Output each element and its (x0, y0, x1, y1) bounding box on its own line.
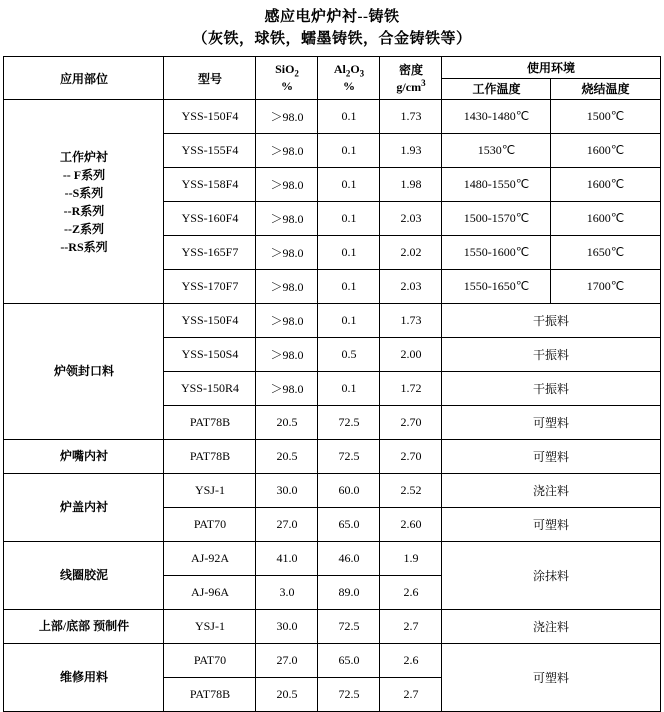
header-sio2-text: SiO (275, 62, 295, 77)
cell-al2o3: 0.1 (318, 168, 380, 202)
cell-sio2: 27.0 (256, 644, 318, 678)
cell-density: 1.93 (380, 134, 442, 168)
cell-sio2: ＞98.0 (256, 100, 318, 134)
cell-al2o3: 46.0 (318, 542, 380, 576)
cell-density: 2.7 (380, 678, 442, 712)
title-line-2: （灰铁，球铁，蠕墨铸铁，合金铸铁等） (192, 31, 472, 47)
cell-sio2: 3.0 (256, 576, 318, 610)
cell-density: 2.03 (380, 270, 442, 304)
cell-sinter-temp: 1700℃ (551, 270, 660, 304)
table-row (4, 474, 660, 508)
header-al2o3-sub2: 2 (345, 68, 351, 79)
cell-sio2: 30.0 (256, 474, 318, 508)
cell-al2o3: 72.5 (318, 610, 380, 644)
header-density-unit-sup: 3 (421, 78, 426, 88)
cell-density: 2.60 (380, 508, 442, 542)
cell-model: PAT78B (164, 678, 256, 712)
cell-sio2: ＞98.0 (256, 372, 318, 406)
cell-al2o3: 0.1 (318, 100, 380, 134)
cell-model: PAT78B (164, 406, 256, 440)
cell-work-temp: 1480-1550℃ (442, 168, 551, 202)
table-row (4, 304, 660, 338)
cell-environment: 涂抹料 (442, 542, 660, 610)
table-row (4, 100, 660, 134)
cell-al2o3: 65.0 (318, 508, 380, 542)
cell-model: YSJ-1 (164, 474, 256, 508)
cell-environment: 干振料 (442, 338, 660, 372)
cell-model: YSS-158F4 (164, 168, 256, 202)
header-al2o3-o: O (350, 62, 360, 77)
header-al2o3-unit: % (342, 78, 355, 93)
header-part: 应用部位 (4, 57, 164, 100)
group-label-repair-material: 维修用料 (4, 644, 164, 712)
cell-sio2: 27.0 (256, 508, 318, 542)
cell-sio2: ＞98.0 (256, 202, 318, 236)
cell-al2o3: 0.1 (318, 202, 380, 236)
header-environment: 使用环境 (442, 57, 660, 79)
cell-al2o3: 0.1 (318, 270, 380, 304)
cell-density: 2.52 (380, 474, 442, 508)
cell-model: YSS-160F4 (164, 202, 256, 236)
cell-sio2: ＞98.0 (256, 338, 318, 372)
cell-density: 1.72 (380, 372, 442, 406)
cell-environment: 可塑料 (442, 440, 660, 474)
cell-al2o3: 0.5 (318, 338, 380, 372)
cell-al2o3: 0.1 (318, 304, 380, 338)
cell-sio2: 41.0 (256, 542, 318, 576)
cell-density: 1.73 (380, 100, 442, 134)
cell-al2o3: 0.1 (318, 372, 380, 406)
furnace-lining-spec-table (3, 56, 660, 712)
header-sio2-sub: 2 (294, 68, 299, 79)
header-density-text: 密度 (398, 63, 423, 77)
cell-environment: 浇注料 (442, 474, 660, 508)
cell-model: YSS-150F4 (164, 304, 256, 338)
cell-sio2: ＞98.0 (256, 236, 318, 270)
cell-work-temp: 1530℃ (442, 134, 551, 168)
header-sinter-temp: 烧结温度 (551, 78, 660, 100)
cell-model: YSS-155F4 (164, 134, 256, 168)
group-label-line: --RS系列 (60, 239, 108, 254)
group-label-working-lining (4, 100, 164, 304)
group-label-line: --R系列 (63, 203, 105, 218)
cell-environment: 可塑料 (442, 508, 660, 542)
group-label-line: --Z系列 (63, 221, 104, 236)
group-label-coil-cement: 线圈胶泥 (4, 542, 164, 610)
cell-model: AJ-96A (164, 576, 256, 610)
cell-environment: 干振料 (442, 304, 660, 338)
table-header-row (4, 57, 660, 79)
header-density-unit: g/cm (396, 80, 422, 94)
header-sio2 (256, 57, 318, 100)
cell-al2o3: 89.0 (318, 576, 380, 610)
cell-sio2: ＞98.0 (256, 270, 318, 304)
cell-sio2: ＞98.0 (256, 304, 318, 338)
group-label-precast-parts: 上部/底部 预制件 (4, 610, 164, 644)
cell-model: YSS-165F7 (164, 236, 256, 270)
table-row (4, 644, 660, 678)
cell-sinter-temp: 1500℃ (551, 100, 660, 134)
group-label-line: -- F系列 (62, 167, 106, 182)
header-work-temp: 工作温度 (442, 78, 551, 100)
cell-density: 1.73 (380, 304, 442, 338)
cell-model: YSS-150F4 (164, 100, 256, 134)
group-label-spout-lining: 炉嘴内衬 (4, 440, 164, 474)
cell-work-temp: 1430-1480℃ (442, 100, 551, 134)
cell-density: 2.6 (380, 576, 442, 610)
document-title (0, 0, 664, 50)
header-density (380, 57, 442, 100)
group-label-line: 工作炉衬 (59, 149, 108, 164)
cell-model: YSS-150R4 (164, 372, 256, 406)
cell-model: PAT78B (164, 440, 256, 474)
cell-sinter-temp: 1600℃ (551, 134, 660, 168)
cell-density: 2.00 (380, 338, 442, 372)
header-al2o3-sub3: 3 (359, 68, 365, 79)
cell-sio2: 20.5 (256, 678, 318, 712)
cell-sinter-temp: 1650℃ (551, 236, 660, 270)
cell-model: YSJ-1 (164, 610, 256, 644)
cell-work-temp: 1550-1600℃ (442, 236, 551, 270)
cell-al2o3: 72.5 (318, 678, 380, 712)
cell-sinter-temp: 1600℃ (551, 202, 660, 236)
cell-model: PAT70 (164, 508, 256, 542)
cell-model: PAT70 (164, 644, 256, 678)
cell-sio2: 20.5 (256, 440, 318, 474)
cell-environment: 可塑料 (442, 644, 660, 712)
cell-environment: 浇注料 (442, 610, 660, 644)
title-line-1: 感应电炉炉衬--铸铁 (264, 9, 400, 25)
cell-work-temp: 1500-1570℃ (442, 202, 551, 236)
cell-sio2: 20.5 (256, 406, 318, 440)
cell-model: AJ-92A (164, 542, 256, 576)
header-sio2-unit: % (280, 78, 293, 93)
cell-density: 1.98 (380, 168, 442, 202)
header-model: 型号 (164, 57, 256, 100)
cell-density: 2.02 (380, 236, 442, 270)
cell-al2o3: 0.1 (318, 236, 380, 270)
cell-density: 2.03 (380, 202, 442, 236)
table-row (4, 440, 660, 474)
cell-density: 2.70 (380, 440, 442, 474)
cell-al2o3: 0.1 (318, 134, 380, 168)
table-row (4, 542, 660, 576)
cell-sio2: ＞98.0 (256, 168, 318, 202)
cell-density: 2.7 (380, 610, 442, 644)
cell-sio2: ＞98.0 (256, 134, 318, 168)
cell-model: YSS-170F7 (164, 270, 256, 304)
group-label-line: --S系列 (64, 185, 104, 200)
cell-al2o3: 65.0 (318, 644, 380, 678)
header-al2o3-al: Al (333, 62, 346, 77)
group-label-collar-seal: 炉领封口料 (4, 304, 164, 440)
cell-environment: 可塑料 (442, 406, 660, 440)
cell-density: 2.70 (380, 406, 442, 440)
header-al2o3 (318, 57, 380, 100)
cell-sio2: 30.0 (256, 610, 318, 644)
cell-density: 1.9 (380, 542, 442, 576)
cell-al2o3: 60.0 (318, 474, 380, 508)
cell-model: YSS-150S4 (164, 338, 256, 372)
cell-environment: 干振料 (442, 372, 660, 406)
cell-density: 2.6 (380, 644, 442, 678)
cell-sinter-temp: 1600℃ (551, 168, 660, 202)
cell-al2o3: 72.5 (318, 406, 380, 440)
cell-al2o3: 72.5 (318, 440, 380, 474)
group-label-lid-lining: 炉盖内衬 (4, 474, 164, 542)
cell-work-temp: 1550-1650℃ (442, 270, 551, 304)
table-row (4, 610, 660, 644)
